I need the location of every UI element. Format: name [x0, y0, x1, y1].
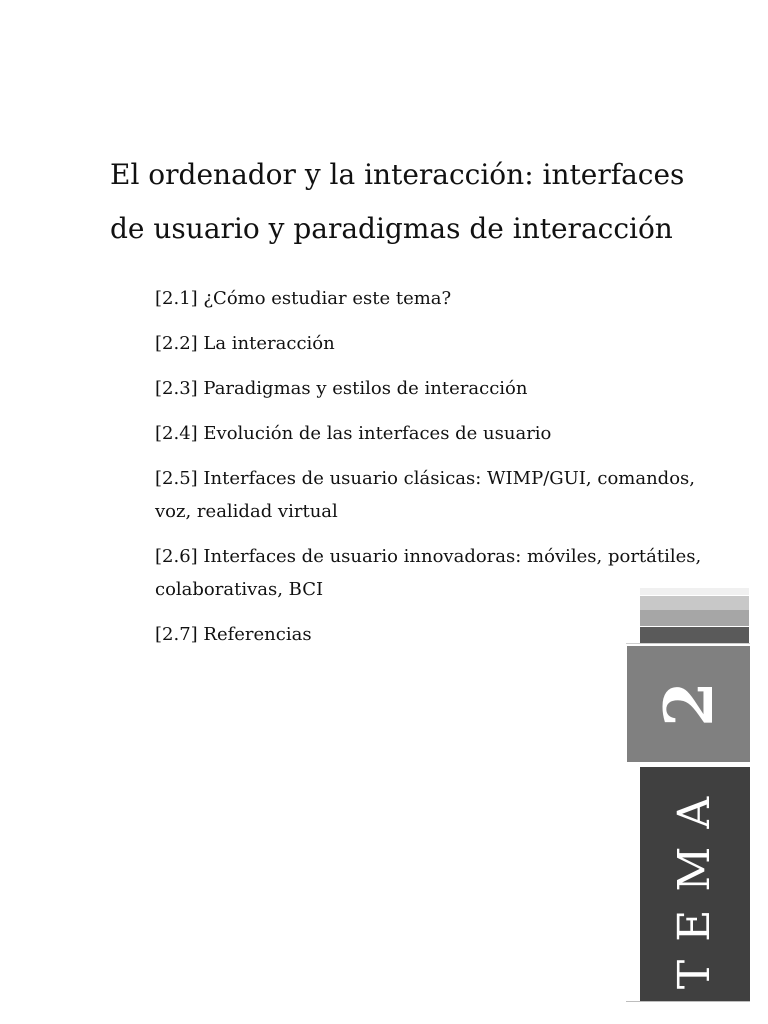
chapter-number-block — [627, 646, 750, 762]
table-of-contents — [155, 282, 715, 663]
tab-stripe-lightest — [640, 588, 749, 595]
toc-item-2-3: [2.3] Paradigmas y estilos de interacción — [155, 378, 528, 399]
toc-item-2-4: [2.4] Evolución de las interfaces de usuario — [155, 423, 552, 444]
page-title-line-1: El ordenador y la interacción: interfaces — [110, 158, 685, 191]
toc-item-2-1: [2.1] ¿Cómo estudiar este tema? — [155, 288, 452, 309]
tab-stripe-light — [640, 596, 749, 610]
tab-divider-top — [626, 643, 750, 644]
chapter-word: TEMA — [669, 778, 720, 990]
toc-item-2-6: [2.6] Interfaces de usuario innovadoras: móviles, portátiles, colaborativas, BCI — [155, 546, 702, 600]
tab-stripe-medium — [640, 610, 749, 626]
toc-item-2-5: [2.5] Interfaces de usuario clásicas: WIMP/GUI, comandos, voz, realidad virtual — [155, 468, 695, 522]
chapter-number: 2 — [649, 681, 728, 727]
tab-stripe-dark — [640, 627, 749, 643]
page-title-line-2: de usuario y paradigmas de interacción — [110, 212, 673, 245]
chapter-word-block — [640, 767, 750, 1001]
toc-item-2-2: [2.2] La interacción — [155, 333, 335, 354]
toc-item-2-7: [2.7] Referencias — [155, 624, 312, 645]
tab-divider-bottom — [626, 1001, 750, 1002]
page-title — [110, 148, 730, 256]
